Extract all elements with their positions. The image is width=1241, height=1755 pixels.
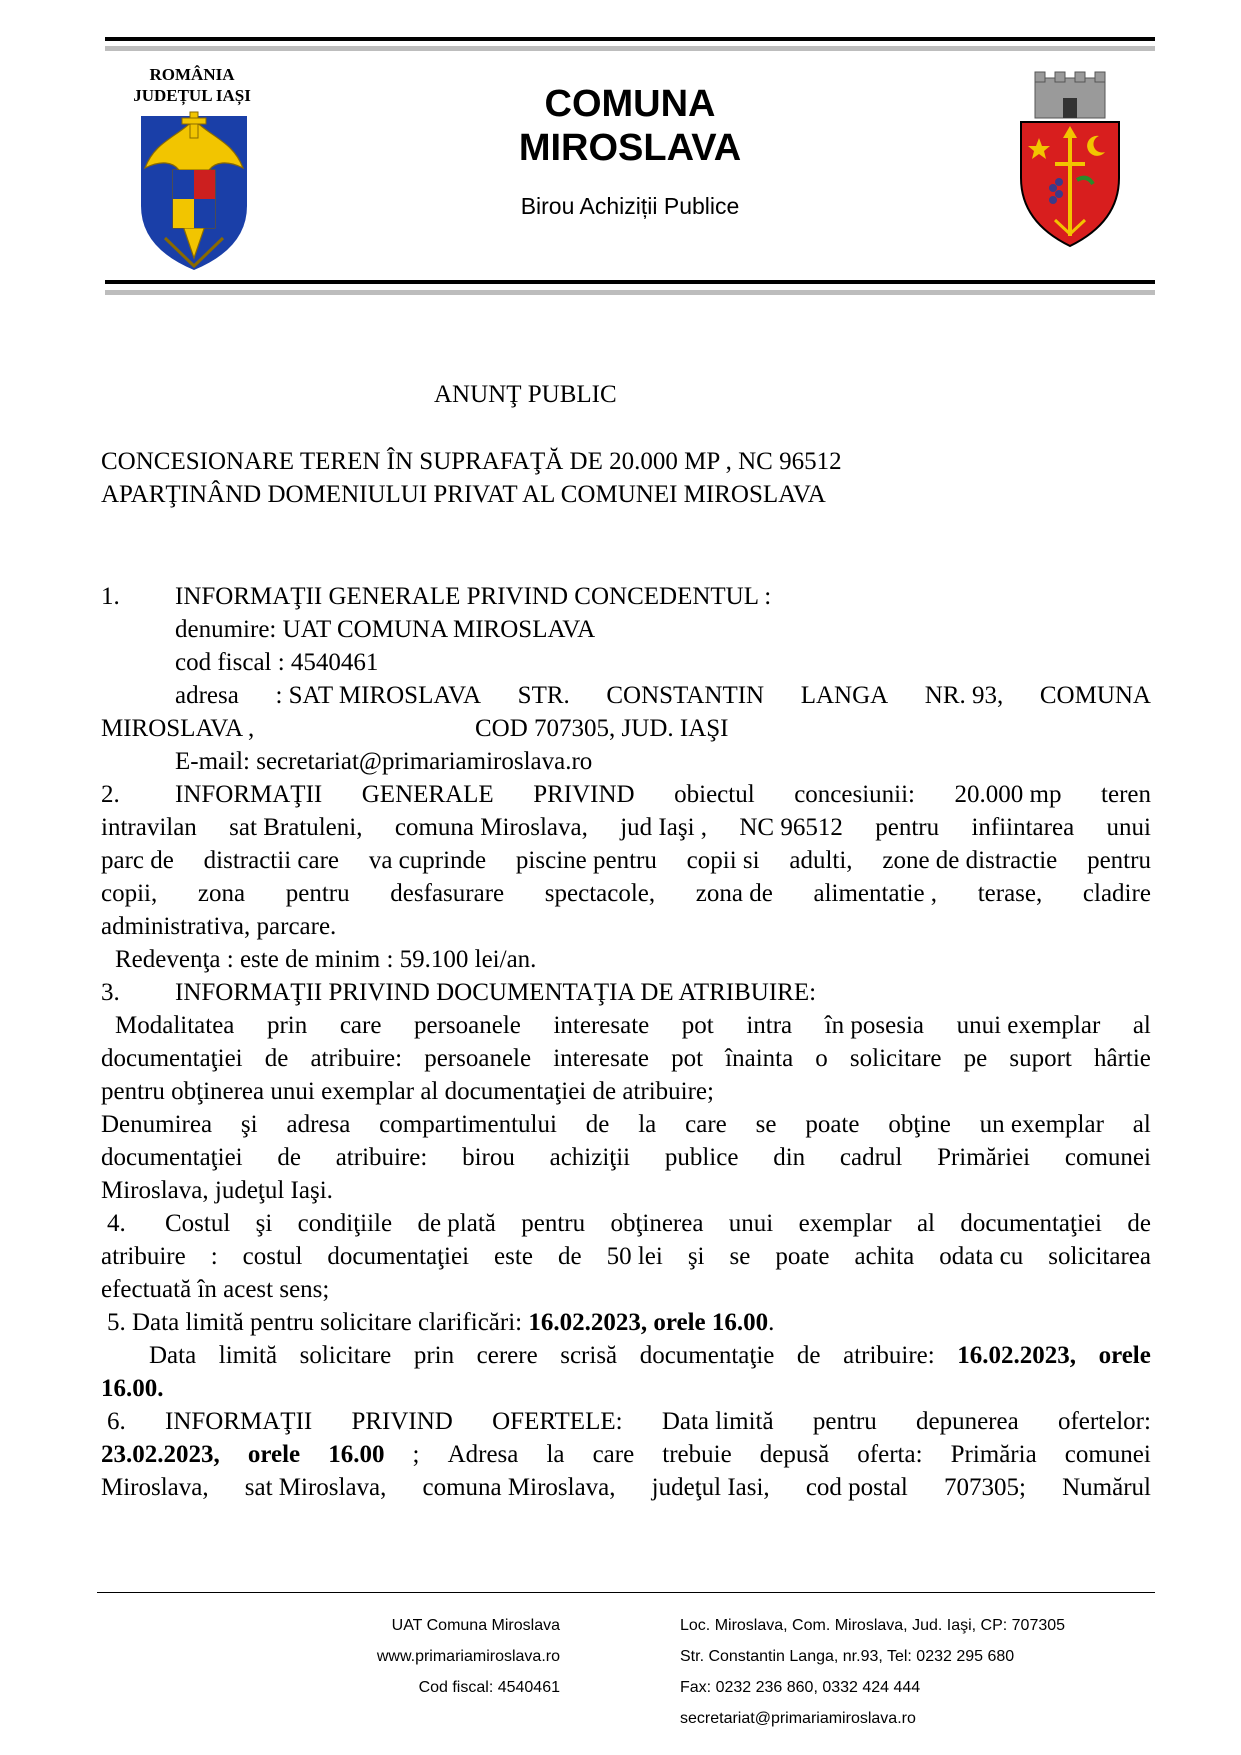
s2-word: PRIVIND [533, 781, 635, 808]
subject-line-1: CONCESIONARE TEREN ÎN SUPRAFAŢĂ DE 20.000 MP , NC 96512 [101, 448, 842, 475]
romania-coat-of-arms-icon [135, 108, 253, 273]
clarification-deadline-label: Data limită pentru solicitare clarificări: [132, 1309, 523, 1336]
section-5-line-2 [149, 1339, 1151, 1372]
s2-word: zona [197, 880, 246, 907]
s2-word: cladire [1082, 880, 1151, 907]
county-name: JUDEȚUL IAȘI [133, 86, 251, 105]
footer-location: Loc. Miroslava, Com. Miroslava, Jud. Iaşi, CP: 707305 [680, 1617, 1066, 1634]
section-4-number: 4. [107, 1210, 126, 1237]
header-top-black-rule [105, 37, 1155, 41]
s2-word: adulti, [789, 847, 853, 874]
s2-word: pentru [285, 880, 350, 907]
s3-word: pot [681, 1012, 714, 1039]
header-bottom-black-rule [105, 280, 1155, 284]
s4-word: şi [255, 1210, 273, 1237]
s2-word: infiintarea [971, 814, 1075, 841]
section-4-line-3: efectuată în acest sens; [101, 1276, 330, 1303]
section-1-number: 1. [101, 583, 120, 610]
s6-word: depusă [759, 1441, 830, 1468]
s4-word: poate [775, 1243, 830, 1270]
s4-word: de [1127, 1210, 1151, 1237]
footer-street-phone: Str. Constantin Langa, nr.93, Tel: 0232 295 680 [680, 1648, 1015, 1665]
s5-word: limită [218, 1342, 278, 1369]
s2-word: pentru [875, 814, 940, 841]
s6-word: care [592, 1441, 635, 1468]
s6-word: judeţul Iasi, [651, 1474, 770, 1501]
s2-word: sat Bratuleni, [229, 814, 363, 841]
footer-fiscal-code: Cod fiscal: 4540461 [418, 1679, 560, 1696]
s6-word: INFORMAŢII [165, 1408, 313, 1435]
address-word-7: COMUNA [1039, 682, 1151, 709]
s3-word: care [339, 1012, 382, 1039]
s4-word: se [729, 1243, 751, 1270]
s3-word: intra [746, 1012, 793, 1039]
section-6-number: 6. [107, 1408, 126, 1435]
s2-word: pentru [1087, 847, 1151, 874]
s6-bold-word: 16.00 [328, 1441, 385, 1468]
s4-word: condiţiile [297, 1210, 393, 1237]
s5-bold-word: orele [1098, 1342, 1151, 1369]
header-top-gray-rule [105, 46, 1155, 51]
s6-word: OFERTELE: [492, 1408, 623, 1435]
s6-word: Primăria [950, 1441, 1037, 1468]
s3-word: documentaţiei [101, 1144, 243, 1171]
s6-word: depunerea [915, 1408, 1019, 1435]
s6-word: la [546, 1441, 565, 1468]
s2-word: copii, [101, 880, 158, 907]
s2-word: zone de distractie [882, 847, 1058, 874]
s3-word: prin [266, 1012, 308, 1039]
grantor-address-line-2-end: COD 707305, JUD. IAŞI [475, 715, 729, 742]
s5-word: prin [413, 1342, 455, 1369]
s3-word: care [685, 1111, 727, 1138]
s3-word: Modalitatea [115, 1012, 235, 1039]
footer-right [680, 1610, 1065, 1734]
s4-word: solicitarea [1048, 1243, 1151, 1270]
s3-word: al [1132, 1111, 1151, 1138]
section-2-line-3 [101, 844, 1151, 877]
s6-bold-word: orele [247, 1441, 301, 1468]
s2-word: comuna Miroslava, [394, 814, 588, 841]
clarification-deadline-value: 16.02.2023, orele 16.00 [528, 1309, 769, 1336]
footer-institution: UAT Comuna Miroslava [391, 1617, 560, 1634]
s3-word: persoanele [424, 1045, 532, 1072]
s5-word: documentaţie [639, 1342, 775, 1369]
header-bottom-gray-rule [105, 290, 1155, 295]
section-3-line-2 [101, 1042, 1151, 1075]
s2-word: parc de [101, 847, 174, 874]
section-2-line-5: administrativa, parcare. [101, 913, 337, 940]
section-5-number: 5. [107, 1309, 126, 1336]
s5-word: scrisă [560, 1342, 618, 1369]
s4-word: exemplar [798, 1210, 892, 1237]
s2-word: unui [1106, 814, 1151, 841]
s2-word: obiectul [674, 781, 755, 808]
s3-word: interesate [553, 1045, 649, 1072]
s3-word: adresa [286, 1111, 351, 1138]
s2-word: piscine pentru [515, 847, 657, 874]
s4-word: Costul [165, 1210, 231, 1237]
section-3-number: 3. [101, 979, 120, 1006]
address-word-6: NR. 93, [924, 682, 1004, 709]
footer-fax: Fax: 0232 236 860, 0332 424 444 [680, 1679, 921, 1696]
s4-word: atribuire [101, 1243, 186, 1270]
s2-word: terase, [977, 880, 1043, 907]
s3-word: un exemplar [979, 1111, 1104, 1138]
country-name: ROMÂNIA [149, 65, 235, 84]
s3-word: obţine [888, 1111, 951, 1138]
s4-word: odata cu [939, 1243, 1024, 1270]
s3-word: atribuire: [310, 1045, 403, 1072]
s3-word: interesate [553, 1012, 650, 1039]
royalty-minimum: Redevenţa : este de minim : 59.100 lei/an. [115, 946, 537, 973]
s6-word: ofertelor: [1057, 1408, 1151, 1435]
s2-word: distractii care [203, 847, 340, 874]
section-2-line-1 [175, 778, 1151, 811]
s3-word: unui exemplar [956, 1012, 1101, 1039]
s6-word: cod postal [805, 1474, 908, 1501]
s5-word: de [796, 1342, 821, 1369]
s3-word: hârtie [1093, 1045, 1151, 1072]
s3-word: publice [664, 1144, 739, 1171]
s2-word: INFORMAŢII [175, 781, 323, 808]
s3-word: poate [805, 1111, 860, 1138]
s6-word: pentru [812, 1408, 877, 1435]
s4-word: al [916, 1210, 935, 1237]
s4-word: achita [854, 1243, 915, 1270]
s3-word: compartimentului [379, 1111, 557, 1138]
section-3-line-3: pentru obţinerea unui exemplar al documentaţiei de atribuire; [101, 1078, 714, 1105]
footer-email[interactable]: secretariat@primariamiroslava.ro [680, 1710, 916, 1727]
section-4-line-2 [101, 1240, 1151, 1273]
s3-word: se [755, 1111, 777, 1138]
s6-word: ; [412, 1441, 420, 1468]
s4-word: obţinerea [610, 1210, 704, 1237]
s3-word: de [264, 1045, 289, 1072]
grantor-email: E-mail: secretariat@primariamiroslava.ro [175, 748, 593, 775]
s6-word: Miroslava, [101, 1474, 209, 1501]
grantor-fiscal-code: cod fiscal : 4540461 [175, 649, 379, 676]
address-word-3: STR. [517, 682, 570, 709]
department-subtitle: Birou Achiziții Publice [520, 193, 740, 219]
s3-word: şi [240, 1111, 258, 1138]
footer-website[interactable]: www.primariamiroslava.ro [376, 1648, 560, 1665]
s5-word: atribuire: [843, 1342, 935, 1369]
section-1-heading: INFORMAŢII GENERALE PRIVIND CONCEDENTUL : [175, 583, 772, 610]
s2-word: copii si [686, 847, 760, 874]
s3-word: documentaţiei [101, 1045, 243, 1072]
s3-word: atribuire: [335, 1144, 428, 1171]
s3-word: pe [963, 1045, 988, 1072]
s3-word: de [585, 1111, 610, 1138]
s6-word: oferta: [857, 1441, 923, 1468]
s6-word: sat Miroslava, [244, 1474, 387, 1501]
s6-word: trebuie [662, 1441, 732, 1468]
grantor-address-line-1 [175, 679, 1151, 712]
subject-line-2: APARŢINÂND DOMENIULUI PRIVAT AL COMUNEI MIROSLAVA [101, 481, 826, 508]
municipality-title-line-2: MIROSLAVA [518, 127, 742, 169]
s3-word: din [773, 1144, 806, 1171]
section-3-line-1 [115, 1009, 1151, 1042]
section-2-line-4 [101, 877, 1151, 910]
s3-word: Denumirea [101, 1111, 213, 1138]
s3-word: suport [1009, 1045, 1072, 1072]
s6-word: Numărul [1062, 1474, 1151, 1501]
s2-word: 20.000 mp [954, 781, 1062, 808]
s2-word: jud Iaşi , [620, 814, 708, 841]
country-label [112, 64, 272, 106]
section-3-line-5 [101, 1141, 1151, 1174]
s3-word: Primăriei [937, 1144, 1031, 1171]
s4-word: 50 lei [606, 1243, 663, 1270]
s4-word: costul [242, 1243, 303, 1270]
s6-word: comuna Miroslava, [422, 1474, 616, 1501]
s4-word: de plată [417, 1210, 496, 1237]
s3-word: în posesia [824, 1012, 924, 1039]
section-2-line-2 [101, 811, 1151, 844]
address-word-4: CONSTANTIN [606, 682, 765, 709]
s4-word: este [494, 1243, 533, 1270]
s2-word: teren [1101, 781, 1151, 808]
s4-word: unui [728, 1210, 774, 1237]
s5-bold-time: 16.00. [101, 1375, 164, 1402]
s4-word: documentaţiei [960, 1210, 1102, 1237]
s4-word: documentaţiei [327, 1243, 470, 1270]
grantor-name: denumire: UAT COMUNA MIROSLAVA [175, 616, 596, 643]
s2-word: desfasurare [390, 880, 505, 907]
miroslava-coat-of-arms-icon [1015, 70, 1125, 250]
s2-word: concesiunii: [794, 781, 916, 808]
s6-word: Adresa [447, 1441, 519, 1468]
address-word-2: : SAT MIROSLAVA [275, 682, 482, 709]
footer-rule [97, 1592, 1155, 1593]
section-4-line-1 [165, 1207, 1151, 1240]
s4-word: : [210, 1243, 218, 1270]
s6-word: PRIVIND [351, 1408, 453, 1435]
address-word-1: adresa [175, 682, 239, 709]
s3-word: cadrul [839, 1144, 903, 1171]
s6-word: comunei [1064, 1441, 1151, 1468]
s3-word: birou [462, 1144, 515, 1171]
footer-left [300, 1610, 560, 1703]
s4-word: de [557, 1243, 582, 1270]
s2-word: spectacole, [544, 880, 656, 907]
s6-word: Data limită [661, 1408, 774, 1435]
s2-word: va cuprinde [368, 847, 487, 874]
municipality-title [440, 82, 820, 170]
section-3-heading: INFORMAŢII PRIVIND DOCUMENTAŢIA DE ATRIBUIRE: [175, 979, 817, 1006]
announcement-title: ANUNŢ PUBLIC [434, 381, 617, 408]
section-6-line-1 [165, 1405, 1151, 1438]
s3-word: la [638, 1111, 657, 1138]
s2-word: NC 96512 [739, 814, 843, 841]
s5-word: solicitare [299, 1342, 392, 1369]
section-5-line-1 [107, 1306, 774, 1339]
s2-word: GENERALE [361, 781, 494, 808]
s2-word: zona de [695, 880, 773, 907]
s3-word: de [277, 1144, 301, 1171]
s5-word: cerere [476, 1342, 538, 1369]
section-5-line-3 [101, 1372, 164, 1405]
section-3-line-6: Miroslava, judeţul Iaşi. [101, 1177, 333, 1204]
s3-word: comunei [1064, 1144, 1151, 1171]
s3-word: pot [671, 1045, 704, 1072]
s2-word: intravilan [101, 814, 197, 841]
grantor-address-line-2-start: MIROSLAVA , [101, 715, 255, 742]
s3-word: înainta [725, 1045, 794, 1072]
s3-word: al [1132, 1012, 1151, 1039]
s6-word: 707305; [944, 1474, 1026, 1501]
address-word-5: LANGA [800, 682, 889, 709]
s3-word: persoanele [414, 1012, 521, 1039]
section-6-line-2 [101, 1438, 1151, 1471]
s4-word: şi [687, 1243, 705, 1270]
s3-word: solicitare [849, 1045, 942, 1072]
s2-word: alimentatie , [813, 880, 938, 907]
s5-bold-word: 16.02.2023, [957, 1342, 1077, 1369]
s6-bold-word: 23.02.2023, [101, 1441, 220, 1468]
section-3-line-4 [101, 1108, 1151, 1141]
municipality-title-line-1: COMUNA [544, 83, 716, 125]
s3-word: o [815, 1045, 828, 1072]
period: . [768, 1309, 775, 1336]
section-6-line-3 [101, 1471, 1151, 1504]
s3-word: achiziţii [549, 1144, 631, 1171]
section-2-number: 2. [101, 781, 120, 808]
s5-word: Data [149, 1342, 197, 1369]
s4-word: pentru [521, 1210, 586, 1237]
